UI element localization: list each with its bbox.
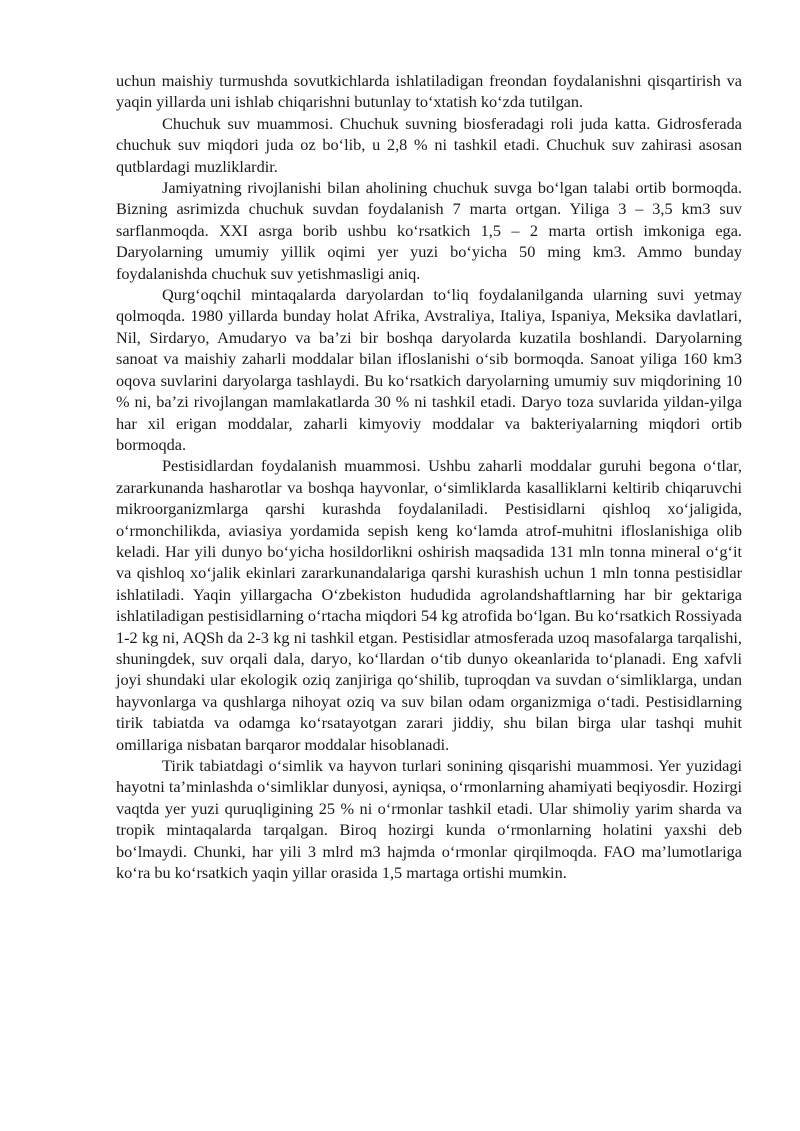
paragraph-fresh-water: Chuchuk suv muammosi. Chuchuk suvning biosferadagi roli juda katta. Gidrosferada chuchuk suv miqdori juda oz bo‘lib, u 2,8 % ni tashkil etadi. Chuchuk suv zahirasi asosan qutblardagi muzliklardir. xyxy=(116,113,742,176)
document-page xyxy=(116,70,742,883)
paragraph-arid-regions: Qurg‘oqchil mintaqalarda daryolardan to‘liq foydalanilganda ularning suvi yetmay qolmoqda. 1980 yillarda bunday holat Afrika, Avstraliya, Italiya, Ispaniya, Meksika davlatlari, Nil, Sirdaryo, Amudaryo va ba’zi bir boshqa daryolarda kuzatila boshlandi. Daryolarning sanoat va maishiy zaharli moddalar bilan ifloslanishi o‘sib bormoqda. Sanoat yiliga 160 km3 oqova suvlarini daryolarga tashlaydi. Bu ko‘rsatkich daryolarning umumiy suv miqdorining 10 % ni, ba’zi rivojlangan mamlakatlarda 30 % ni tashkil etadi. Daryo toza suvlarida yildan-yilga har xil erigan moddalar, zaharli kimyoviy moddalar va bakteriyalarning miqdori ortib bormoqda. xyxy=(116,285,742,454)
paragraph-continuation: uchun maishiy turmushda sovutkichlarda ishlatiladigan freondan foydalanishni qisqartirish va yaqin yillarda uni ishlab chiqarishni butunlay to‘xtatish ko‘zda tutilgan. xyxy=(116,71,742,112)
paragraph-pesticides: Pestisidlardan foydalanish muammosi. Ushbu zaharli moddalar guruhi begona o‘tlar, zararkunanda hasharotlar va boshqa hayvonlar, o‘simliklarda kasalliklarni keltirib chiqaruvchi mikroorganizmlarga qarshi kurashda foydalaniladi. Pestisidlarni qishloq xo‘jaligida, o‘rmonchilikda, aviasiya yordamida sepish keng ko‘lamda atrof-muhitni ifloslanishiga olib keladi. Har yili dunyo bo‘yicha hosildorlikni oshirish maqsadida 131 mln tonna mineral o‘g‘it va qishloq xo‘jalik ekinlari zararkunandalariga qarshi kurashish uchun 1 mln tonna pestisidlar ishlatiladi. Yaqin yillargacha O‘zbekiston hududida agrolandshaftlarning har bir gektariga ishlatiladigan pestisidlarning o‘rtacha miqdori 54 kg atrofida bo‘lgan. Bu ko‘rsatkich Rossiyada 1-2 kg ni, AQSh da 2-3 kg ni tashkil etgan. Pestisidlar atmosferada uzoq masofalarga tarqalishi, shuningdek, suv orqali dala, daryo, ko‘llardan o‘tib dunyo okeanlarida to‘planadi. Eng xafvli joyi shundaki ular ekologik oziq zanjiriga qo‘shilib, tuproqdan va suvdan o‘simliklarga, undan hayvonlarga va qushlarga nihoyat oziq va suv bilan odam organizmiga o‘tadi. Pestisidlarning tirik tabiatda va odamga ko‘rsatayotgan zarari jiddiy, shu bilan birga ular tashqi muhit omillariga nisbatan barqaror moddalar hisoblanadi. xyxy=(116,456,742,754)
paragraph-water-demand: Jamiyatning rivojlanishi bilan aholining chuchuk suvga bo‘lgan talabi ortib bormoqda. Bizning asrimizda chuchuk suvdan foydalanish 7 marta ortgan. Yiliga 3 – 3,5 km3 suv sarflanmoqda. XXI asrga borib ushbu ko‘rsatkich 1,5 – 2 marta ortish imkoniga ega. Daryolarning umumiy yillik oqimi yer yuzi bo‘yicha 50 ming km3. Ammo bunday foydalanishda chuchuk suv yetishmasligi aniq. xyxy=(116,178,742,283)
paragraph-species-decline: Tirik tabiatdagi o‘simlik va hayvon turlari sonining qisqarishi muammosi. Yer yuzidagi hayotni ta’minlashda o‘simliklar dunyosi, ayniqsa, o‘rmonlarning ahamiyati beqiyosdir. Hozirgi vaqtda yer yuzi quruqligining 25 % ni o‘rmonlar tashkil etadi. Ular shimoliy yarim sharda va tropik mintaqalarda tarqalgan. Biroq hozirgi kunda o‘rmonlarning holatini yaxshi deb bo‘lmaydi. Chunki, har yili 3 mlrd m3 hajmda o‘rmonlar qirqilmoqda. FAO ma’lumotlariga ko‘ra bu ko‘rsatkich yaqin yillar orasida 1,5 martaga ortishi mumkin. xyxy=(116,756,742,883)
